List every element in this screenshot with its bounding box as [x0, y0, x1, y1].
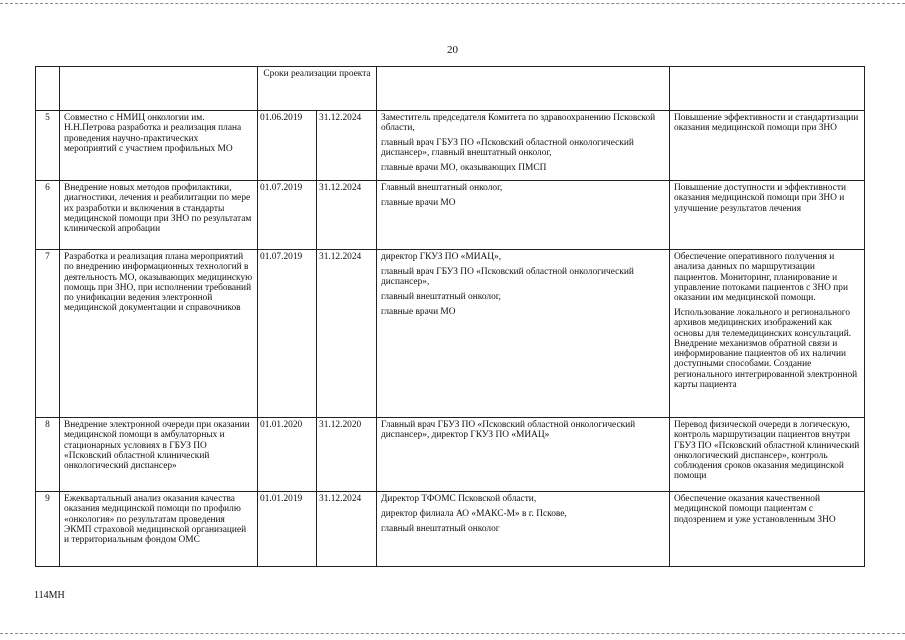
responsible-line: главные врачи МО	[381, 306, 456, 317]
row-number: 5	[36, 111, 60, 181]
responsible-line: Заместитель председателя Комитета по здравоохранению Псковской области,	[381, 113, 656, 134]
header-period-cell	[258, 67, 377, 111]
responsible-line: главный врач ГБУЗ ПО «Псковский областной онкологический диспансер», главный внештатный онколог,	[381, 138, 634, 159]
start-date: 01.01.2019	[258, 491, 317, 566]
result-cell	[670, 249, 865, 417]
table-row	[36, 180, 865, 249]
responsible-cell	[377, 249, 670, 417]
page-number: 20	[447, 44, 458, 56]
responsible-cell	[377, 491, 670, 566]
header-result-cell	[670, 67, 865, 111]
end-date: 31.12.2024	[317, 249, 377, 417]
result-paragraph: Обеспечение оперативного получения и анализа данных по маршрутизации пациентов. Мониторинг, планирование и управление потоками пациентов с ЗНО при оказании им медицинской помощи.	[674, 251, 848, 304]
responsible-cell	[377, 180, 670, 249]
responsible-cell	[377, 417, 670, 491]
table-row	[36, 249, 865, 417]
top-scan-edge	[0, 3, 905, 4]
table-row	[36, 111, 865, 181]
activity-cell: Внедрение электронной очереди при оказании медицинской помощи в амбулаторных и стационарных условиях в ГБУЗ ПО «Псковский областной клинический онкологический диспансер»	[60, 417, 258, 491]
activity-cell: Внедрение новых методов профилактики, диагностики, лечения и реабилитации по мере их разработки и включения в стандарты медицинской помощи при ЗНО по результатам клинической апробации	[60, 180, 258, 249]
responsible-line: Главный врач ГБУЗ ПО «Псковский областной онкологический диспансер», директор ГКУЗ ПО «МИАЦ»	[381, 419, 636, 441]
activity-cell: Ежеквартальный анализ оказания качества оказания медицинской помощи по профилю «онкология» по результатам проведения ЭКМП страховой медицинской организацией и территориальным фондом ОМС	[60, 491, 258, 566]
responsible-line: Главный внештатный онколог,	[381, 182, 503, 193]
activity-cell: Разработка и реализация плана мероприятий по внедрению информационных технологий в деятельность МО, оказывающих медицинскую помощь при ЗНО, при исполнении требований по унификации ведения электронной медицинской документации и справочников	[60, 249, 258, 417]
row-number: 6	[36, 180, 60, 249]
responsible-line: Директор ТФОМС Псковской области,	[381, 493, 537, 504]
result-cell	[670, 111, 865, 181]
start-date: 01.07.2019	[258, 180, 317, 249]
end-date: 31.12.2020	[317, 417, 377, 491]
end-date: 31.12.2024	[317, 111, 377, 181]
responsible-line: директор ГКУЗ ПО «МИАЦ»,	[381, 251, 502, 262]
end-date: 31.12.2024	[317, 491, 377, 566]
result-paragraph: Перевод физической очереди в логическую, контроль маршрутизации пациентов внутри ГБУЗ ПО «Псковский областной клинический онкологический диспансер», контроль соблюдения сроков оказания медицинской помощи	[674, 419, 860, 482]
result-cell	[670, 417, 865, 491]
responsible-line: главный внештатный онколог,	[381, 291, 501, 302]
header-period-title: Сроки реализации проекта	[263, 69, 371, 79]
document-code: 114МН	[34, 590, 65, 601]
table-header-row	[36, 67, 865, 111]
result-paragraph: Повышение эффективности и стандартизации оказания медицинской помощи при ЗНО	[674, 113, 859, 134]
start-date: 01.01.2020	[258, 417, 317, 491]
table-row	[36, 417, 865, 491]
bottom-scan-edge	[0, 633, 905, 634]
table-row	[36, 491, 865, 566]
responsible-line: главные врачи МО, оказывающих ПМСП	[381, 163, 547, 174]
result-cell	[670, 491, 865, 566]
end-date: 31.12.2024	[317, 180, 377, 249]
responsible-line: главный внештатный онколог	[381, 523, 500, 534]
row-number: 7	[36, 249, 60, 417]
activities-table	[35, 66, 865, 567]
header-num-cell	[36, 67, 60, 111]
header-activity-cell	[60, 67, 258, 111]
responsible-line: директор филиала АО «МАКС-М» в г. Пскове,	[381, 508, 567, 519]
activity-cell: Совместно с НМИЦ онкологии им. Н.Н.Петрова разработка и реализация плана проведения научно-практических мероприятий с участием профильных МО	[60, 111, 258, 181]
start-date: 01.07.2019	[258, 249, 317, 417]
start-date: 01.06.2019	[258, 111, 317, 181]
row-number: 9	[36, 491, 60, 566]
row-number: 8	[36, 417, 60, 491]
header-responsible-cell	[377, 67, 670, 111]
result-cell	[670, 180, 865, 249]
result-paragraph: Обеспечение оказания качественной медицинской помощи пациентам с подозрением и уже установленным ЗНО	[674, 493, 836, 525]
responsible-line: главный врач ГБУЗ ПО «Псковский областной онкологический диспансер»,	[381, 266, 634, 288]
responsible-cell	[377, 111, 670, 181]
result-paragraph: Использование локального и регионального архивов медицинских изображений как основы для телемедицинских консультаций. Внедрение механизмов обратной связи и информирование пациентов об их наличии доступными способами. Создание регионального интегрированной электронной карты пациента	[674, 307, 858, 391]
responsible-line: главные врачи МО	[381, 197, 456, 208]
result-paragraph: Повышение доступности и эффективности оказания медицинской помощи при ЗНО и улучшение результатов лечения	[674, 182, 846, 214]
